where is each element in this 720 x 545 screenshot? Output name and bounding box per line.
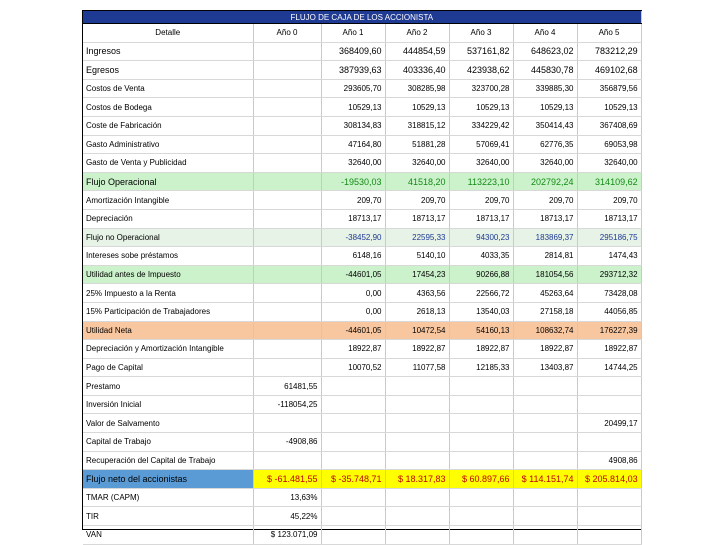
table-row	[83, 470, 641, 489]
cell-year-1: 368409,60	[321, 42, 385, 61]
cell-year-0	[253, 414, 321, 433]
cell-year-2: 4363,56	[385, 284, 449, 303]
cell-year-0	[253, 191, 321, 210]
cell-year-1: -44601,05	[321, 321, 385, 340]
table-row	[83, 358, 641, 377]
cell-year-3	[449, 395, 513, 414]
cell-year-4: 10529,13	[513, 98, 577, 117]
cell-year-3	[449, 451, 513, 470]
cell-year-1	[321, 451, 385, 470]
cell-year-2	[385, 414, 449, 433]
cell-year-3: 54160,13	[449, 321, 513, 340]
cell-year-0	[253, 358, 321, 377]
cell-year-0	[253, 265, 321, 284]
row-label: Flujo neto del accionistas	[83, 470, 253, 489]
cell-year-0	[253, 135, 321, 154]
cell-year-0	[253, 451, 321, 470]
cell-year-1	[321, 433, 385, 452]
cell-year-5: 356879,56	[577, 79, 641, 98]
cell-year-1: 6148,16	[321, 247, 385, 266]
cell-year-1	[321, 507, 385, 526]
cell-year-2: 308285,98	[385, 79, 449, 98]
cell-year-1: 209,70	[321, 191, 385, 210]
cell-year-1: -19530,03	[321, 172, 385, 191]
cell-year-2	[385, 507, 449, 526]
cell-year-2: 209,70	[385, 191, 449, 210]
row-label: Recuperación del Capital de Trabajo	[83, 451, 253, 470]
row-label: Egresos	[83, 61, 253, 80]
cell-year-1: 0,00	[321, 302, 385, 321]
row-label: Gasto Administrativo	[83, 135, 253, 154]
cell-year-0: 61481,55	[253, 377, 321, 396]
cash-flow-sheet	[82, 10, 642, 540]
table-row	[83, 172, 641, 191]
cell-year-5: $ 205.814,03	[577, 470, 641, 489]
table-row	[83, 228, 641, 247]
cell-year-4: 13403,87	[513, 358, 577, 377]
table-row	[83, 191, 641, 210]
cell-year-2	[385, 395, 449, 414]
cell-year-1: 293605,70	[321, 79, 385, 98]
row-label: Ingresos	[83, 42, 253, 61]
cell-year-0	[253, 209, 321, 228]
cell-year-0: 13,63%	[253, 488, 321, 507]
table-row	[83, 209, 641, 228]
header-detalle: Detalle	[83, 24, 253, 43]
row-label: 15% Participación de Trabajadores	[83, 302, 253, 321]
table-row	[83, 302, 641, 321]
cell-year-0	[253, 302, 321, 321]
cell-year-0: 45,22%	[253, 507, 321, 526]
row-label: TMAR (CAPM)	[83, 488, 253, 507]
cell-year-3	[449, 433, 513, 452]
cell-year-1: 308134,83	[321, 116, 385, 135]
cell-year-5: 18922,87	[577, 340, 641, 359]
cell-year-3: 4033,35	[449, 247, 513, 266]
cell-year-5: 20499,17	[577, 414, 641, 433]
table-row	[83, 395, 641, 414]
cell-year-3: 22566,72	[449, 284, 513, 303]
table-row	[83, 433, 641, 452]
cell-year-3: 12185,33	[449, 358, 513, 377]
cell-year-2: 2618,13	[385, 302, 449, 321]
cell-year-1: -38452,90	[321, 228, 385, 247]
cell-year-1: 47164,80	[321, 135, 385, 154]
table-title: FLUJO DE CAJA DE LOS ACCIONISTA	[83, 11, 641, 24]
row-label: Depreciación	[83, 209, 253, 228]
cell-year-3	[449, 414, 513, 433]
cell-year-2: 11077,58	[385, 358, 449, 377]
row-label: Utilidad antes de Impuesto	[83, 265, 253, 284]
cell-year-5: 73428,08	[577, 284, 641, 303]
cell-year-2: 318815,12	[385, 116, 449, 135]
table-body	[83, 42, 641, 544]
cell-year-3: 13540,03	[449, 302, 513, 321]
cell-year-0	[253, 79, 321, 98]
cell-year-0: $ -61.481,55	[253, 470, 321, 489]
table-row	[83, 154, 641, 173]
cell-year-3	[449, 488, 513, 507]
cell-year-3: 57069,41	[449, 135, 513, 154]
table-row	[83, 61, 641, 80]
cell-year-5	[577, 395, 641, 414]
cell-year-4	[513, 451, 577, 470]
cell-year-2	[385, 433, 449, 452]
cell-year-5: 783212,29	[577, 42, 641, 61]
cell-year-2: 18713,17	[385, 209, 449, 228]
cell-year-5	[577, 526, 641, 545]
cell-year-4: 183869,37	[513, 228, 577, 247]
cell-year-0	[253, 247, 321, 266]
cell-year-2: 41518,20	[385, 172, 449, 191]
cell-year-5: 367408,69	[577, 116, 641, 135]
row-label: Flujo Operacional	[83, 172, 253, 191]
row-label: Valor de Salvamento	[83, 414, 253, 433]
cell-year-4: 27158,18	[513, 302, 577, 321]
cell-year-1: 387939,63	[321, 61, 385, 80]
cell-year-3: 209,70	[449, 191, 513, 210]
table-row	[83, 377, 641, 396]
cell-year-0	[253, 61, 321, 80]
cell-year-4: 18713,17	[513, 209, 577, 228]
cell-year-0	[253, 284, 321, 303]
cell-year-4: 181054,56	[513, 265, 577, 284]
cell-year-4	[513, 507, 577, 526]
cell-year-5: 314109,62	[577, 172, 641, 191]
cell-year-4: 202792,24	[513, 172, 577, 191]
cell-year-3: 18713,17	[449, 209, 513, 228]
cell-year-0	[253, 154, 321, 173]
cell-year-3	[449, 507, 513, 526]
cell-year-5: 1474,43	[577, 247, 641, 266]
table-row	[83, 116, 641, 135]
cell-year-0	[253, 321, 321, 340]
cell-year-5: 69053,98	[577, 135, 641, 154]
row-label: Capital de Trabajo	[83, 433, 253, 452]
cell-year-4: 108632,74	[513, 321, 577, 340]
cell-year-2: 51881,28	[385, 135, 449, 154]
cell-year-3	[449, 377, 513, 396]
header-year-3: Año 3	[449, 24, 513, 43]
cell-year-3	[449, 526, 513, 545]
row-label: Depreciación y Amortización Intangible	[83, 340, 253, 359]
cell-year-3: 334229,42	[449, 116, 513, 135]
cell-year-1: -44601,05	[321, 265, 385, 284]
cell-year-3: 537161,82	[449, 42, 513, 61]
cell-year-5: 209,70	[577, 191, 641, 210]
cell-year-3: 113223,10	[449, 172, 513, 191]
cell-year-4: $ 114.151,74	[513, 470, 577, 489]
header-year-4: Año 4	[513, 24, 577, 43]
cell-year-1: 10070,52	[321, 358, 385, 377]
table-row	[83, 507, 641, 526]
table-row	[83, 265, 641, 284]
cell-year-2: 5140,10	[385, 247, 449, 266]
cell-year-2: 22595,33	[385, 228, 449, 247]
table-row	[83, 98, 641, 117]
cell-year-4: 445830,78	[513, 61, 577, 80]
table-row	[83, 340, 641, 359]
cell-year-2	[385, 377, 449, 396]
cell-year-0: -118054,25	[253, 395, 321, 414]
cell-year-1: 0,00	[321, 284, 385, 303]
row-label: 25% Impuesto a la Renta	[83, 284, 253, 303]
cell-year-1	[321, 377, 385, 396]
header-year-1: Año 1	[321, 24, 385, 43]
table-row	[83, 526, 641, 545]
row-label: VAN	[83, 526, 253, 545]
cell-year-4	[513, 433, 577, 452]
table-row	[83, 247, 641, 266]
cell-year-2: 17454,23	[385, 265, 449, 284]
cell-year-5	[577, 377, 641, 396]
cell-year-4: 32640,00	[513, 154, 577, 173]
cell-year-0	[253, 116, 321, 135]
cell-year-2: 10529,13	[385, 98, 449, 117]
row-label: Costos de Bodega	[83, 98, 253, 117]
cell-year-5: 32640,00	[577, 154, 641, 173]
cell-year-0	[253, 98, 321, 117]
row-label: Costos de Venta	[83, 79, 253, 98]
cell-year-1: $ -35.748,71	[321, 470, 385, 489]
table-row	[83, 79, 641, 98]
cell-year-2: 18922,87	[385, 340, 449, 359]
cell-year-1: 18713,17	[321, 209, 385, 228]
cell-year-2	[385, 526, 449, 545]
cell-year-2	[385, 451, 449, 470]
cell-year-5	[577, 488, 641, 507]
cell-year-4	[513, 377, 577, 396]
row-label: Pago de Capital	[83, 358, 253, 377]
cell-year-1: 18922,87	[321, 340, 385, 359]
cell-year-5: 469102,68	[577, 61, 641, 80]
cell-year-4: 209,70	[513, 191, 577, 210]
cell-year-4: 62776,35	[513, 135, 577, 154]
cell-year-2: 444854,59	[385, 42, 449, 61]
cell-year-0: -4908,86	[253, 433, 321, 452]
cell-year-5: 14744,25	[577, 358, 641, 377]
row-label: Utilidad Neta	[83, 321, 253, 340]
cell-year-5: 18713,17	[577, 209, 641, 228]
cell-year-5: 293712,32	[577, 265, 641, 284]
cell-year-1	[321, 488, 385, 507]
row-label: Gasto de Venta y Publicidad	[83, 154, 253, 173]
cash-flow-table	[83, 11, 642, 545]
cell-year-2: 10472,54	[385, 321, 449, 340]
cell-year-3: 90266,88	[449, 265, 513, 284]
row-label: Amortización Intangible	[83, 191, 253, 210]
cell-year-0: $ 123.071,09	[253, 526, 321, 545]
cell-year-0	[253, 340, 321, 359]
cell-year-5: 295186,75	[577, 228, 641, 247]
header-year-2: Año 2	[385, 24, 449, 43]
cell-year-1	[321, 395, 385, 414]
cell-year-3: 94300,23	[449, 228, 513, 247]
row-label: TIR	[83, 507, 253, 526]
row-label: Inversión Inicial	[83, 395, 253, 414]
row-label: Prestamo	[83, 377, 253, 396]
cell-year-1	[321, 526, 385, 545]
cell-year-2	[385, 488, 449, 507]
table-row	[83, 451, 641, 470]
table-row	[83, 284, 641, 303]
header-year-5: Año 5	[577, 24, 641, 43]
cell-year-4: 648623,02	[513, 42, 577, 61]
cell-year-1: 10529,13	[321, 98, 385, 117]
cell-year-0	[253, 172, 321, 191]
cell-year-4	[513, 414, 577, 433]
cell-year-4: 339885,30	[513, 79, 577, 98]
cell-year-1	[321, 414, 385, 433]
row-label: Coste de Fabricación	[83, 116, 253, 135]
cell-year-2: 32640,00	[385, 154, 449, 173]
cell-year-5: 4908,86	[577, 451, 641, 470]
header-year-0: Año 0	[253, 24, 321, 43]
cell-year-0	[253, 42, 321, 61]
row-label: Flujo no Operacional	[83, 228, 253, 247]
table-row	[83, 135, 641, 154]
cell-year-0	[253, 228, 321, 247]
cell-year-3: 323700,28	[449, 79, 513, 98]
cell-year-3: $ 60.897,66	[449, 470, 513, 489]
cell-year-5	[577, 507, 641, 526]
cell-year-4: 45263,64	[513, 284, 577, 303]
row-label: Intereses sobe préstamos	[83, 247, 253, 266]
cell-year-3: 10529,13	[449, 98, 513, 117]
table-row	[83, 488, 641, 507]
cell-year-4	[513, 526, 577, 545]
cell-year-4	[513, 395, 577, 414]
cell-year-3: 423938,62	[449, 61, 513, 80]
cell-year-3: 32640,00	[449, 154, 513, 173]
cell-year-4: 350414,43	[513, 116, 577, 135]
table-row	[83, 414, 641, 433]
cell-year-2: $ 18.317,83	[385, 470, 449, 489]
cell-year-2: 403336,40	[385, 61, 449, 80]
cell-year-3: 18922,87	[449, 340, 513, 359]
table-row	[83, 42, 641, 61]
cell-year-5: 176227,39	[577, 321, 641, 340]
cell-year-5: 10529,13	[577, 98, 641, 117]
cell-year-5	[577, 433, 641, 452]
cell-year-4: 18922,87	[513, 340, 577, 359]
cell-year-4	[513, 488, 577, 507]
cell-year-1: 32640,00	[321, 154, 385, 173]
cell-year-4: 2814,81	[513, 247, 577, 266]
cell-year-5: 44056,85	[577, 302, 641, 321]
table-row	[83, 321, 641, 340]
